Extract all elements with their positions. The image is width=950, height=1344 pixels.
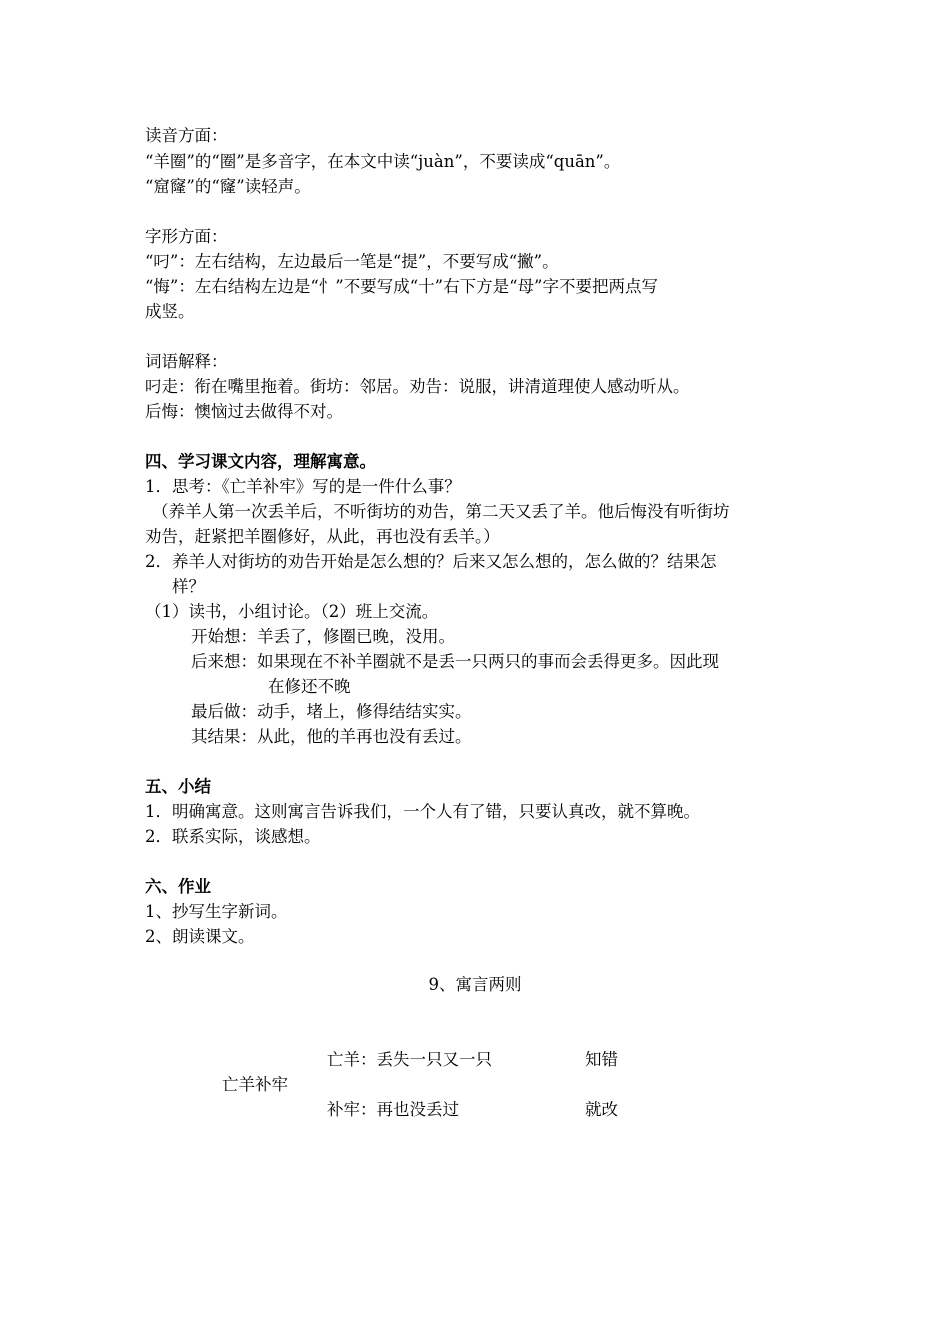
board-branch-1-right: 知错 <box>585 1050 618 1069</box>
glyph-line-2: “悔”：左右结构左边是“忄”不要写成“十”右下方是“母”字不要把两点写 <box>145 277 658 296</box>
pronunciation-line-2: “窟窿”的“窿”读轻声。 <box>145 177 311 196</box>
vocab-line-1: 叼走：衔在嘴里拖着。街坊：邻居。劝告：说服，讲清道理使人感动听从。 <box>145 377 690 396</box>
glyph-line-3: 成竖。 <box>145 302 195 321</box>
pronunciation-line-1: “羊圈”的“圈”是多音字，在本文中读“juàn”，不要读成“quān”。 <box>145 152 621 171</box>
section4-line-11: 其结果：从此，他的羊再也没有丢过。 <box>191 727 472 746</box>
section6-heading: 六、作业 <box>145 877 211 896</box>
section4-line-9: 在修还不晚 <box>268 677 351 696</box>
section4-heading: 四、学习课文内容，理解寓意。 <box>145 452 376 471</box>
section4-line-7: 开始想：羊丢了，修圈已晚，没用。 <box>191 627 455 646</box>
glyph-title: 字形方面： <box>145 227 228 246</box>
section4-line-1: 1．思考：《亡羊补牢》写的是一件什么事？ <box>145 477 461 496</box>
section4-line-3: 劝告，赶紧把羊圈修好，从此，再也没有丢羊。） <box>145 527 500 546</box>
section5-line-1: 1．明确寓意。这则寓言告诉我们，一个人有了错，只要认真改，就不算晚。 <box>145 802 700 821</box>
section5-heading: 五、小结 <box>145 777 211 796</box>
section4-line-10: 最后做：动手，堵上，修得结结实实。 <box>191 702 472 721</box>
vocab-title: 词语解释： <box>145 352 228 371</box>
board-root: 亡羊补牢 <box>222 1075 288 1094</box>
vocab-line-2: 后悔：懊恼过去做得不对。 <box>145 402 343 421</box>
board-branch-1: 亡羊：丢失一只又一只 <box>327 1050 492 1069</box>
board-branch-2: 补牢：再也没丢过 <box>327 1100 459 1119</box>
section4-line-4: 2．养羊人对街坊的劝告开始是怎么想的？后来又怎么想的，怎么做的？结果怎 <box>145 552 717 571</box>
section6-line-1: 1、抄写生字新词。 <box>145 902 288 921</box>
section5-line-2: 2．联系实际，谈感想。 <box>145 827 321 846</box>
section6-line-2: 2、朗读课文。 <box>145 927 255 946</box>
glyph-line-1: “叼”：左右结构，左边最后一笔是“提”，不要写成“撇”。 <box>145 252 559 271</box>
pronunciation-title: 读音方面： <box>145 126 228 145</box>
section4-line-6: （1）读书，小组讨论。（2）班上交流。 <box>145 602 439 621</box>
board-title: 9、寓言两则 <box>428 975 522 994</box>
section4-line-8: 后来想：如果现在不补羊圈就不是丢一只两只的事而会丢得更多。因此现 <box>191 652 719 671</box>
section4-line-2: （养羊人第一次丢羊后，不听街坊的劝告，第二天又丢了羊。他后悔没有听街坊 <box>152 502 730 521</box>
section4-line-5: 样？ <box>172 577 205 596</box>
board-branch-2-right: 就改 <box>585 1100 618 1119</box>
